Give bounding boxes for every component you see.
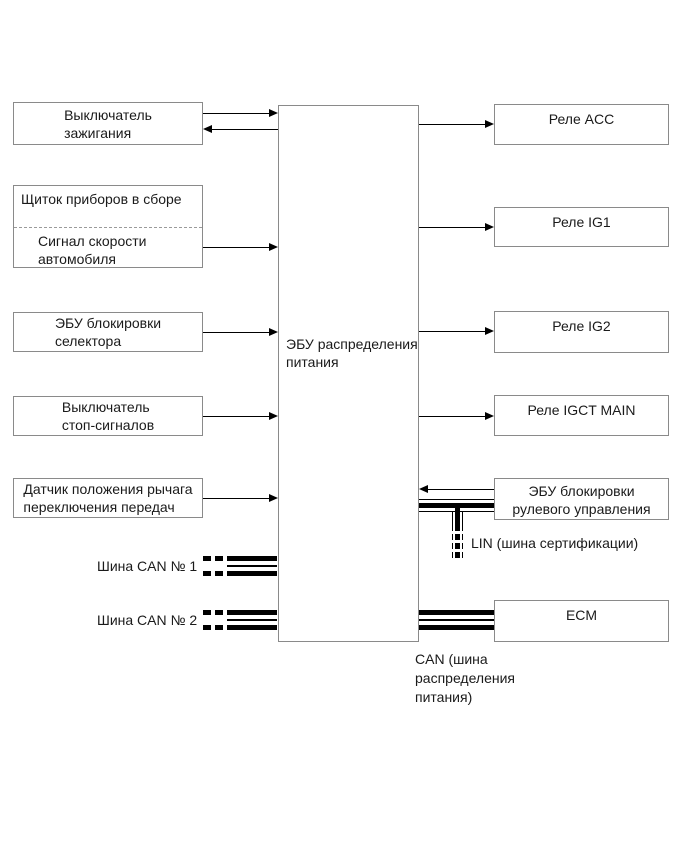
can-power-bus-line: [419, 625, 494, 630]
can1-bus-line: [227, 556, 277, 561]
arrowhead-right-icon: [269, 243, 278, 251]
steering-lock-ecu-line1: ЭБУ блокировки: [528, 483, 635, 499]
connector-ecu-to-acc-relay: [419, 124, 485, 125]
can1-bus-line: [227, 571, 277, 576]
arrowhead-right-icon: [269, 328, 278, 336]
lin-bus-label: LIN (шина сертификации): [471, 535, 639, 551]
ig2-relay-box: [494, 311, 669, 353]
arrowhead-right-icon: [269, 494, 278, 502]
arrowhead-right-icon: [485, 327, 494, 335]
shift-lever-position-sensor-line2: переключения передач: [23, 499, 175, 515]
instrument-cluster-title: Щиток приборов в сборе: [21, 191, 182, 207]
vehicle-speed-signal-line1: Сигнал скорости: [38, 233, 147, 249]
power-distribution-ecu-line1: ЭБУ распределения: [286, 336, 418, 352]
ig2-relay-label: Реле IG2: [552, 318, 611, 334]
lin-bus-line: [419, 499, 494, 500]
can2-bus-line: [227, 610, 277, 615]
lin-bus-dash: [452, 543, 453, 549]
can2-bus-dash: [203, 610, 211, 615]
can2-bus-line: [227, 625, 277, 630]
ignition-switch-box: [13, 102, 203, 145]
can1-bus-dash: [215, 556, 223, 561]
connector-ignition-to-ecu: [203, 113, 270, 114]
arrowhead-right-icon: [269, 412, 278, 420]
can-power-bus-label-line3: питания): [415, 689, 473, 705]
connector-ecu-to-ig2-relay: [419, 331, 485, 332]
shift-lever-position-sensor-line1: Датчик положения рычага: [23, 481, 193, 497]
lin-bus-dash: [452, 552, 453, 558]
stop-light-switch-line1: Выключатель: [61, 399, 150, 415]
power-distribution-ecu-label: [286, 335, 418, 371]
lin-bus-dash: [462, 543, 463, 549]
connector-stop-light-to-ecu: [203, 416, 270, 417]
instrument-cluster-box: [13, 185, 203, 268]
can-bus-2-label: Шина CAN № 2: [97, 612, 198, 628]
connector-shift-lever-to-ecu: [203, 498, 270, 499]
shift-lock-ecu-line1: ЭБУ блокировки: [54, 315, 162, 331]
arrowhead-right-icon: [485, 120, 494, 128]
lin-bus-dash: [455, 552, 460, 558]
lin-bus-dash: [455, 543, 460, 549]
lin-bus-dash: [455, 534, 460, 540]
vehicle-speed-signal-label: [38, 232, 147, 268]
shift-lock-ecu-box: [13, 312, 203, 352]
ignition-switch-line2: зажигания: [64, 124, 132, 141]
instrument-cluster-divider: [14, 227, 202, 228]
connector-shift-lock-to-ecu: [203, 332, 270, 333]
can2-bus-dash: [215, 610, 223, 615]
can1-bus-dash: [215, 571, 223, 576]
igct-main-relay-label: Реле IGCT MAIN: [527, 402, 636, 418]
stop-light-switch-line2: стоп-сигналов: [61, 417, 155, 433]
shift-lever-position-sensor-label: [23, 480, 192, 516]
lin-bus-dash: [462, 534, 463, 540]
can-power-bus-label-line1: CAN (шина: [415, 651, 488, 667]
steering-lock-ecu-box: [494, 478, 669, 520]
connector-ecu-to-ignition: [212, 129, 278, 130]
arrowhead-right-icon: [485, 223, 494, 231]
shift-lever-position-sensor-box: [13, 478, 203, 518]
can-power-bus-label: [415, 650, 515, 707]
connector-steering-lock-to-ecu: [428, 489, 494, 490]
vehicle-speed-signal-line2: автомобиля: [38, 251, 116, 267]
power-distribution-ecu-line2: питания: [286, 354, 339, 370]
steering-lock-ecu-line2: рулевого управления: [512, 501, 651, 517]
ig1-relay-box: [494, 207, 669, 247]
connector-ecu-to-ig1-relay: [419, 227, 485, 228]
can1-bus-dash: [203, 571, 211, 576]
can-power-bus-line: [419, 619, 494, 621]
can-power-bus-label-line2: распределения: [415, 670, 515, 686]
lin-bus-dash: [452, 534, 453, 540]
can1-bus-line: [227, 565, 277, 567]
can2-bus-line: [227, 619, 277, 621]
acc-relay-label: Реле ACC: [548, 111, 615, 127]
ig1-relay-label: Реле IG1: [552, 214, 611, 230]
connector-ecu-to-igct-main-relay: [419, 416, 485, 417]
stop-light-switch-label: [62, 398, 154, 434]
arrowhead-right-icon: [485, 412, 494, 420]
lin-bus-drop: [455, 508, 460, 531]
can-bus-1-label: Шина CAN № 1: [97, 558, 198, 574]
power-distribution-ecu-box: [278, 105, 419, 642]
ecm-label: ECM: [565, 607, 598, 623]
connector-speed-signal-to-ecu: [203, 247, 270, 248]
can2-bus-dash: [215, 625, 223, 630]
acc-relay-box: [494, 104, 669, 145]
can1-bus-dash: [203, 556, 211, 561]
lin-bus-dash: [462, 552, 463, 558]
arrowhead-right-icon: [269, 109, 278, 117]
arrowhead-left-icon: [203, 125, 212, 133]
lin-bus-drop: [452, 512, 453, 531]
ecm-box: [494, 600, 669, 642]
can2-bus-dash: [203, 625, 211, 630]
igct-main-relay-box: [494, 395, 669, 436]
arrowhead-left-icon: [419, 485, 428, 493]
ignition-switch-label: [64, 106, 152, 142]
lin-bus-drop: [462, 512, 463, 531]
ignition-switch-line1: Выключатель: [64, 106, 152, 123]
can-power-bus-line: [419, 610, 494, 615]
shift-lock-ecu-line2: селектора: [54, 333, 122, 349]
stop-light-switch-box: [13, 396, 203, 436]
shift-lock-ecu-label: [55, 314, 161, 350]
